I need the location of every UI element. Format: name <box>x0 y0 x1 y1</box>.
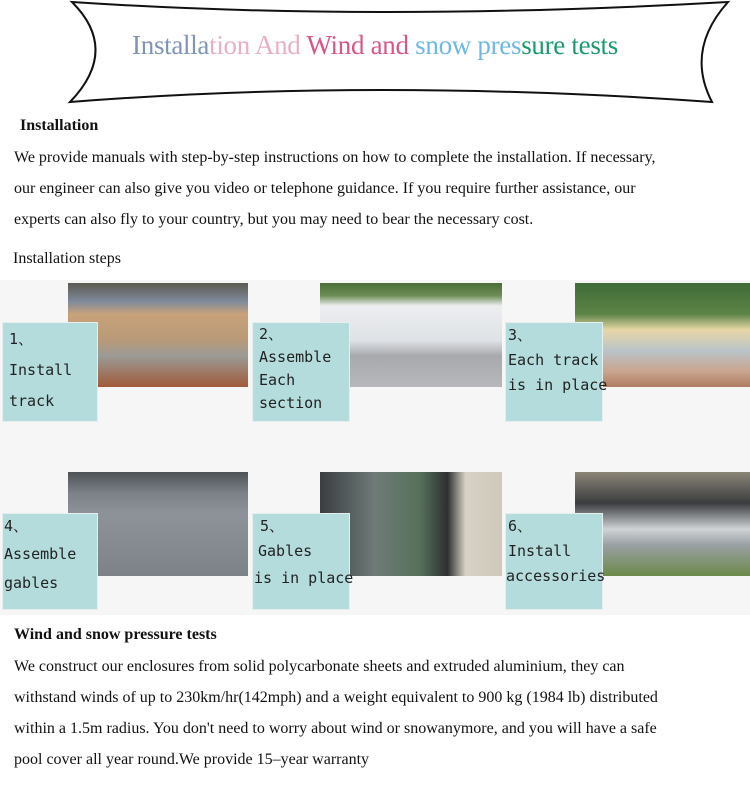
step-text: is in place <box>508 376 608 394</box>
step-6-label <box>505 513 606 610</box>
step-text: track <box>9 392 55 410</box>
step-number: 2、 <box>259 325 284 343</box>
step-5-label <box>252 513 354 610</box>
text-line: We provide manuals with step-by-step instructions on how to complete the installation. If necessary, <box>14 149 656 166</box>
installation-steps-label: Installation steps <box>13 250 121 267</box>
text-line: We construct our enclosures from solid polycarbonate sheets and extruded aluminium, they can <box>14 658 625 675</box>
step-text: Install <box>508 542 572 560</box>
installation-paragraph <box>14 142 744 235</box>
step-text: Install <box>9 361 73 379</box>
title-segment: snow pres <box>415 30 522 60</box>
step-text: Gables <box>258 542 313 560</box>
text-line: experts can also fly to your country, but you may need to bear the necessary cost. <box>14 211 534 228</box>
step-number: 1、 <box>9 330 34 348</box>
page-title <box>0 30 750 61</box>
step-number: 5、 <box>260 517 285 535</box>
title-segment: sure tests <box>521 30 618 60</box>
step-text: section <box>259 394 323 412</box>
step-number: 4、 <box>4 517 29 535</box>
step-text: gables <box>4 574 59 592</box>
text-line: pool cover all year round.We provide 15–year warranty <box>14 751 370 768</box>
step-number: 6、 <box>508 517 533 535</box>
installation-steps-gallery <box>0 280 750 615</box>
step-number: 3、 <box>508 326 533 344</box>
title-segment: Wind and <box>306 30 416 60</box>
text-line: our engineer can also give you video or telephone guidance. If you require further assistance, our <box>14 180 636 197</box>
text-line: within a 1.5m radius. You don't need to worry about wind or snowanymore, and you will have a safe <box>14 720 657 737</box>
step-text: Each <box>259 371 296 389</box>
tests-paragraph <box>14 651 744 775</box>
step-text: accessories <box>506 567 606 585</box>
title-segment: tion And <box>209 30 307 60</box>
step-text: is in place <box>254 569 354 587</box>
step-2-label <box>252 322 350 422</box>
step-4-label <box>2 513 98 610</box>
text-line: withstand winds of up to 230km/hr(142mph) and a weight equivalent to 900 kg (1984 lb) distributed <box>14 689 658 706</box>
step-text: Assemble <box>4 545 77 563</box>
tests-heading: Wind and snow pressure tests <box>14 626 217 643</box>
installation-heading: Installation <box>20 117 99 134</box>
step-text: Assemble <box>259 348 332 366</box>
step-text: Each track <box>508 351 599 369</box>
title-segment: Installa <box>132 30 210 60</box>
step-1-label <box>2 322 98 422</box>
step-3-label <box>505 322 608 422</box>
